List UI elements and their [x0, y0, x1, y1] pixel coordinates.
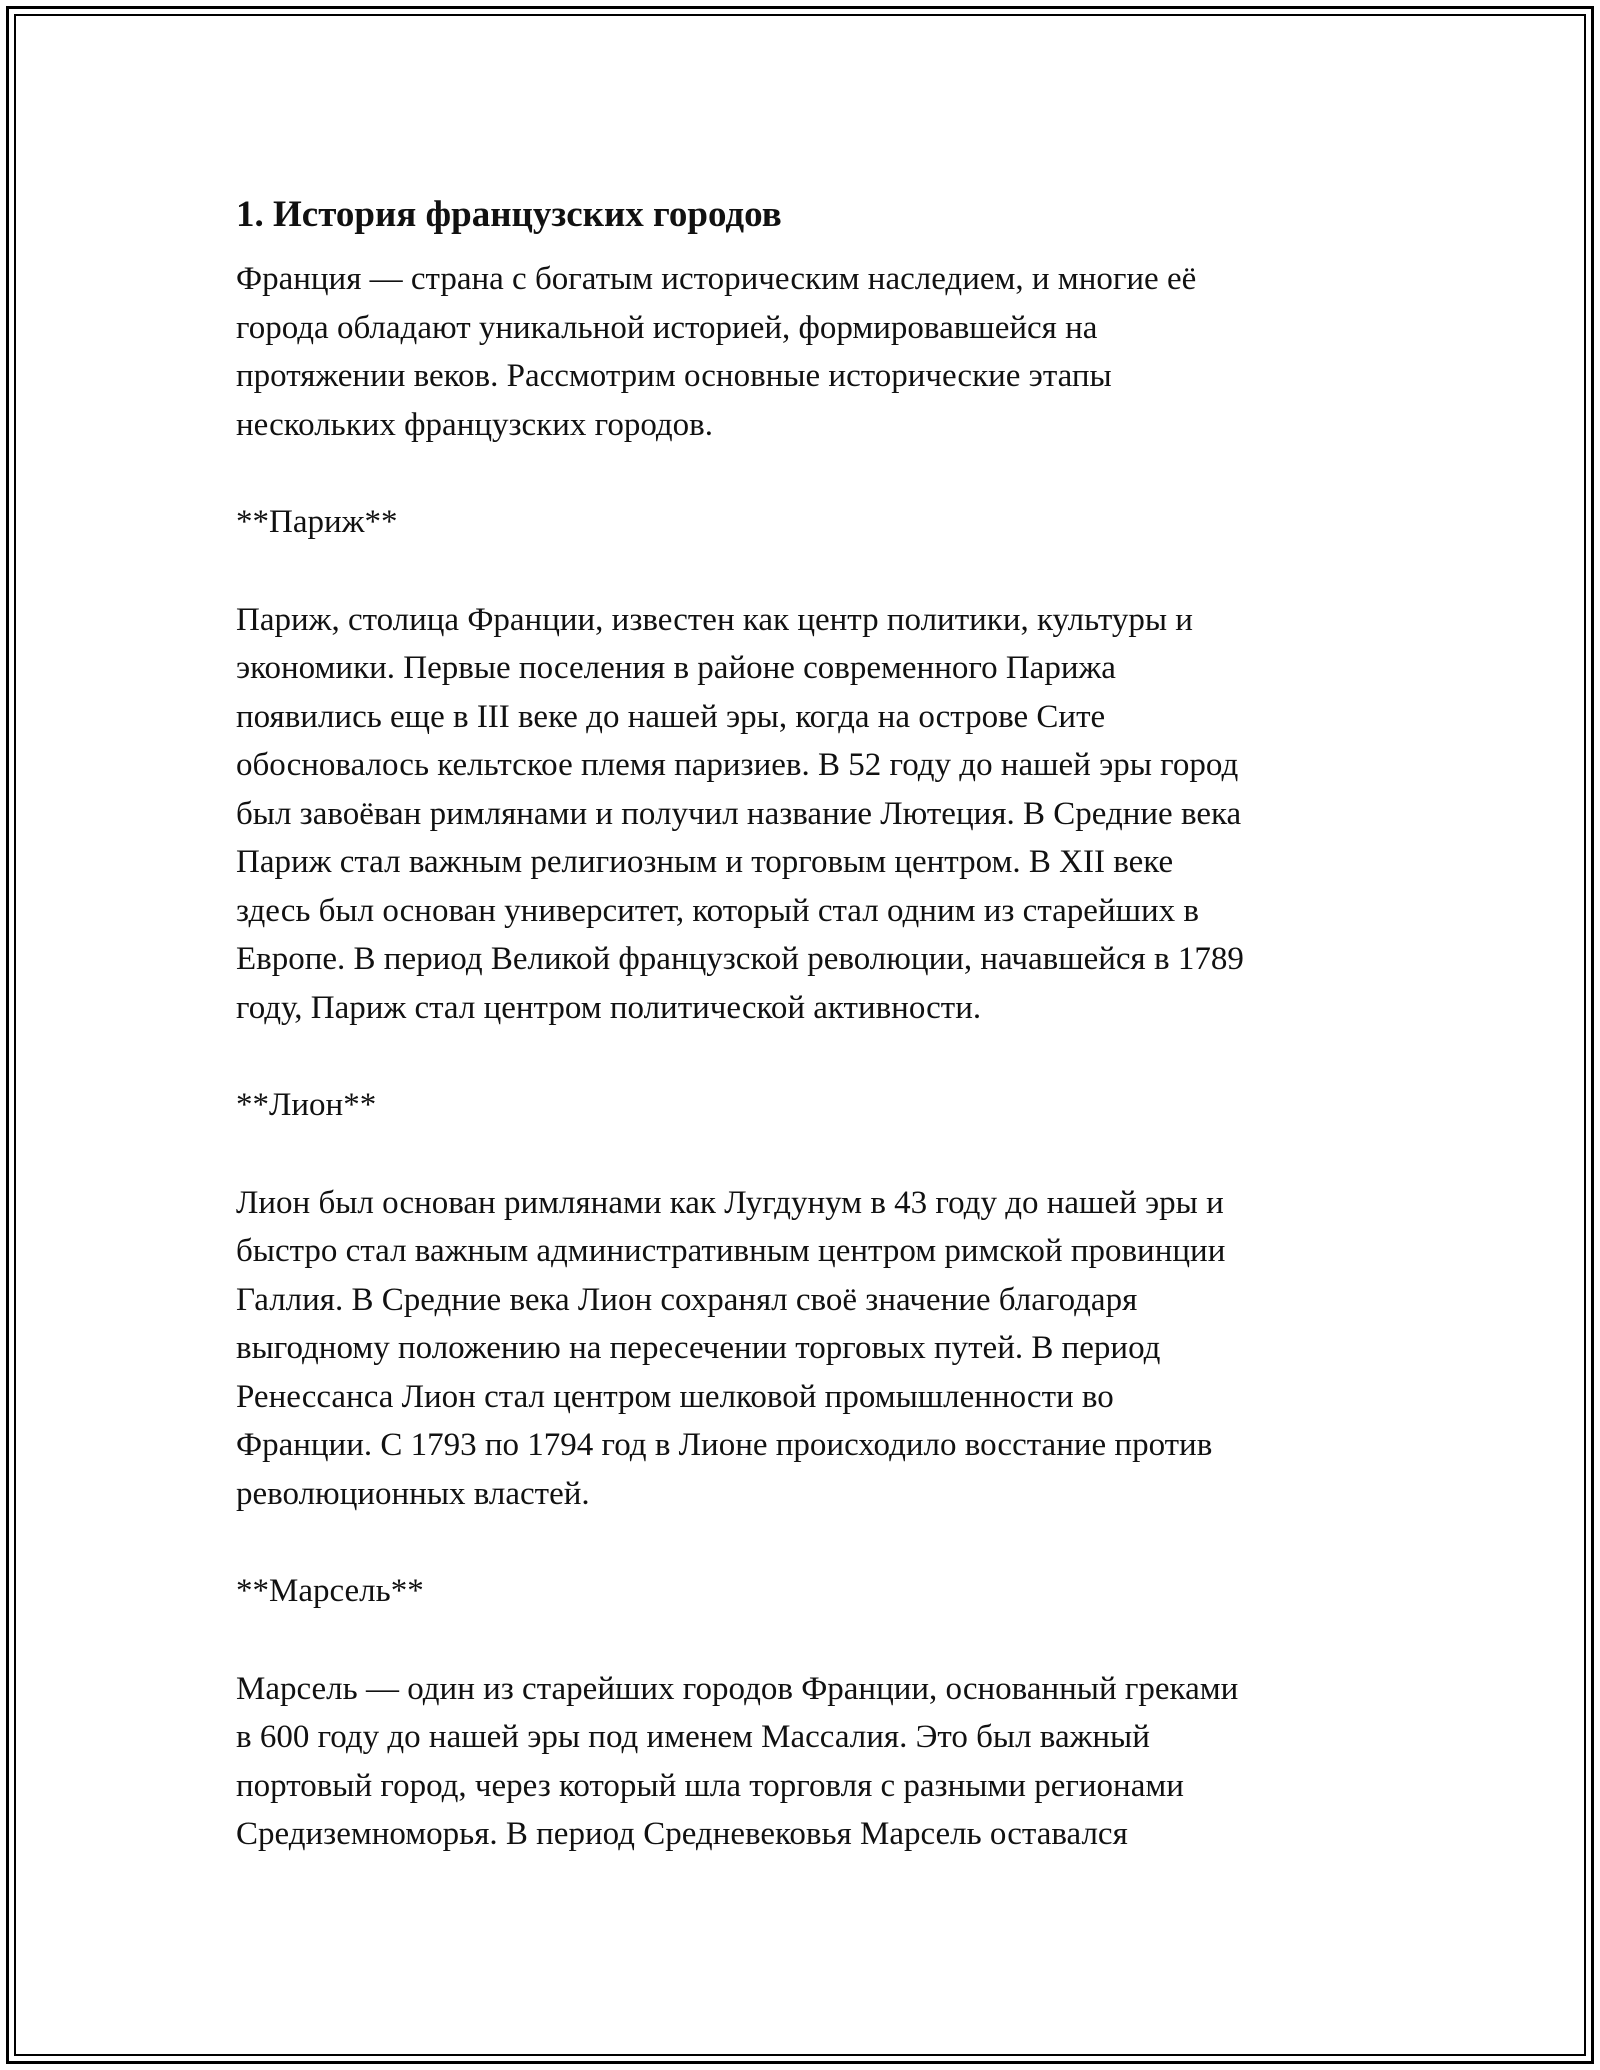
text-line: здесь был основан университет, который стал одним из старейших в [236, 892, 1200, 929]
text-line: был завоёван римлянами и получил название Лютеция. В Средние века [236, 795, 1242, 832]
section-body-paris [236, 596, 1376, 1033]
text-line: Лион был основан римлянами как Лугдунум в 43 году до нашей эры и [236, 1184, 1224, 1221]
text-line: быстро стал важным административным центром римской провинции [236, 1233, 1226, 1269]
section-title-marseille: **Марсель** [236, 1573, 424, 1609]
text-line: экономики. Первые поселения в районе современного Парижа [236, 650, 1116, 686]
text-line: Средиземноморья. В период Средневековья Марсель оставался [236, 1816, 1128, 1852]
section-title-paris: **Париж** [236, 504, 398, 540]
text-line: города обладают уникальной историей, формировавшейся на [236, 309, 1098, 346]
document-heading: 1. История французских городов [236, 194, 782, 235]
text-line: Европе. В период Великой французской революции, начавшейся в 1789 [236, 941, 1244, 977]
intro-paragraph [236, 255, 1376, 449]
text-line: революционных властей. [236, 1475, 590, 1512]
text-line: Франции. С 1793 по 1794 год в Лионе происходило восстание против [236, 1427, 1213, 1463]
text-line: Франция — страна с богатым историческим наследием, и многие её [236, 261, 1197, 297]
text-line: появились еще в III веке до нашей эры, когда на острове Сите [236, 698, 1106, 735]
section-body-marseille [236, 1665, 1376, 1859]
text-line: Ренессанса Лион стал центром шелковой промышленности во [236, 1378, 1114, 1415]
text-line: обосновалось кельтское племя паризиев. В 52 году до нашей эры город [236, 747, 1239, 783]
text-line: нескольких французских городов. [236, 406, 714, 443]
text-line: портовый город, через который шла торговля с разными регионами [236, 1767, 1184, 1804]
text-line: Галлия. В Средние века Лион сохранял своё значение благодаря [236, 1281, 1138, 1318]
section-body-lyon [236, 1179, 1376, 1519]
text-line: году, Париж стал центром политической активности. [236, 989, 982, 1026]
text-line: в 600 году до нашей эры под именем Массалия. Это был важный [236, 1719, 1150, 1755]
text-line: Париж, столица Франции, известен как центр политики, культуры и [236, 601, 1193, 638]
document-page [236, 187, 1376, 1908]
text-line: Париж стал важным религиозным и торговым центром. В XII веке [236, 844, 1174, 880]
section-title-lyon: **Лион** [236, 1087, 377, 1123]
text-line: Марсель — один из старейших городов Франции, основанный греками [236, 1670, 1239, 1707]
text-line: протяжении веков. Рассмотрим основные исторические этапы [236, 358, 1112, 394]
text-line: выгодному положению на пересечении торговых путей. В период [236, 1330, 1161, 1366]
